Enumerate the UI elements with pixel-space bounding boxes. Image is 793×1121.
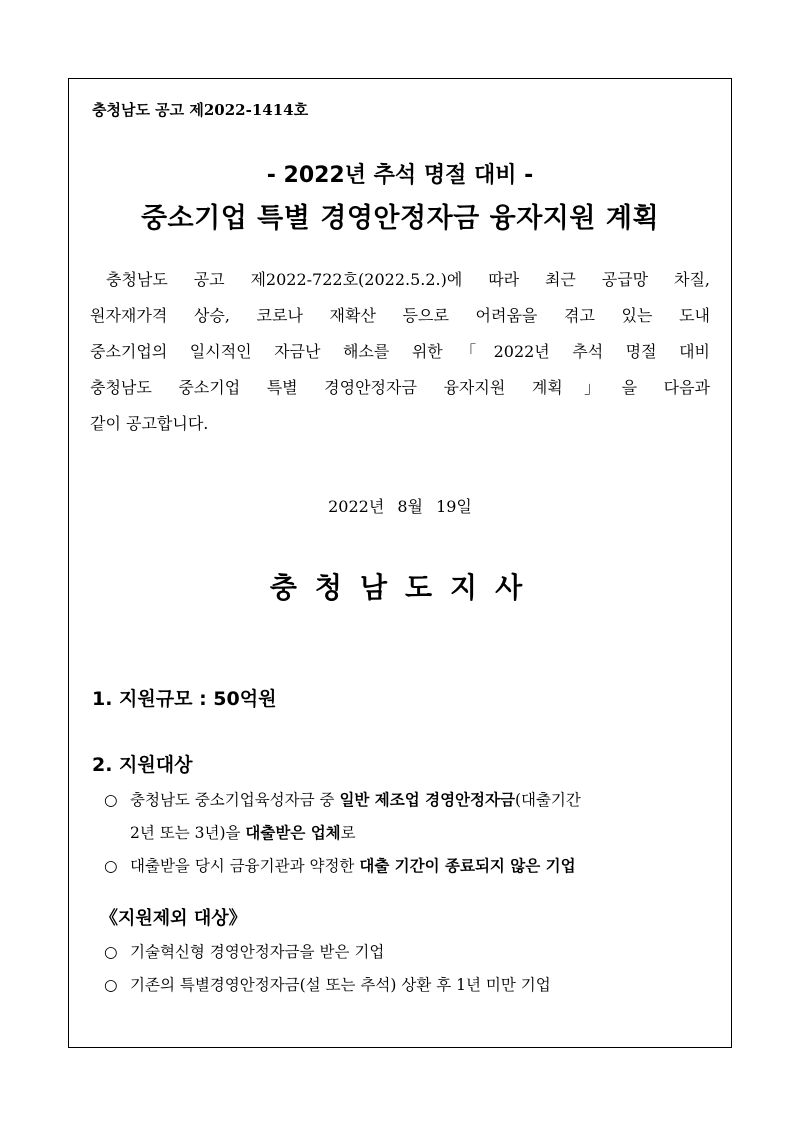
intro-line: 원자재가격 상승, 코로나 재확산 등으로 어려움을 겪고 있는 도내: [90, 306, 710, 325]
bullet-icon: ○: [104, 791, 118, 809]
section-support-target: 2. 지원대상: [92, 754, 193, 776]
exclusion-heading: 《지원제외 대상》: [100, 908, 247, 929]
section-support-scale: 1. 지원규모 : 50억원: [92, 688, 277, 710]
page-title: 중소기업 특별 경영안정자금 융자지원 계획: [140, 203, 660, 234]
list-item: ○ 대출받을 당시 금융기관과 약정한 대출 기간이 종료되지 않은 기업: [104, 856, 576, 875]
bullet-icon: ○: [104, 857, 118, 875]
subtitle: - 2022년 추석 명절 대비 -: [266, 163, 534, 188]
notice-date: 2022년 8월 19일: [328, 497, 472, 516]
bullet-icon: ○: [104, 943, 118, 961]
governor-signature: 충청남도지사: [269, 571, 541, 604]
notice-number: 충청남도 공고 제2022-1414호: [92, 101, 309, 119]
intro-line: 충청남도 공고 제2022-722호(2022.5.2.)에 따라 최근 공급망 차질,: [106, 270, 710, 289]
intro-line: 충청남도 중소기업 특별 경영안정자금 융자지원 계획」을 다음과: [90, 378, 710, 397]
intro-line: 중소기업의 일시적인 자금난 해소를 위한「2022년 추석 명절 대비: [90, 342, 710, 361]
bullet-icon: ○: [104, 976, 118, 994]
intro-line: 같이 공고합니다.: [90, 414, 209, 433]
list-item-continuation: 2년 또는 3년)을 대출받은 업체로: [130, 823, 356, 842]
list-item: ○ 기술혁신형 경영안정자금을 받은 기업: [104, 943, 385, 961]
list-item: ○ 충청남도 중소기업육성자금 중 일반 제조업 경영안정자금(대출기간: [104, 790, 581, 809]
intro-paragraph: [90, 262, 710, 442]
list-item: ○ 기존의 특별경영안정자금(설 또는 추석) 상환 후 1년 미만 기업: [104, 976, 551, 994]
